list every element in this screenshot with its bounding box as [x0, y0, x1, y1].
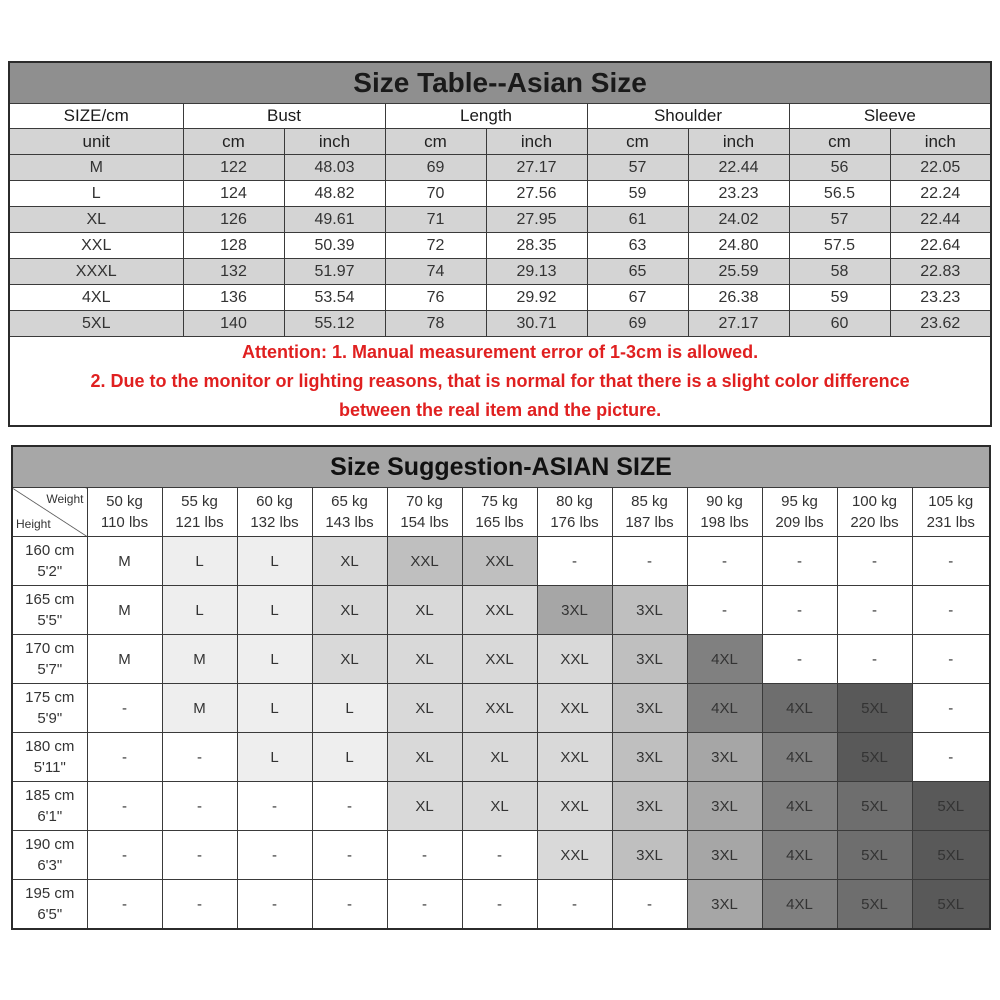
suggested-size-cell: XL — [387, 586, 462, 635]
size-cell: 4XL — [9, 285, 183, 311]
suggested-size-cell: 5XL — [837, 831, 912, 880]
height-ft: 5'5" — [37, 612, 63, 629]
measurement-cell: 122 — [183, 155, 284, 181]
measurement-cell: 57 — [789, 207, 890, 233]
size-table-title: Size Table--Asian Size — [9, 62, 991, 104]
size-row — [9, 311, 991, 337]
measurement-cell: 22.05 — [890, 155, 991, 181]
unit-cell: cm — [587, 129, 688, 155]
height-row — [12, 537, 990, 586]
height-row — [12, 831, 990, 880]
measurement-cell: 76 — [385, 285, 486, 311]
measurement-cell: 57 — [587, 155, 688, 181]
weight-lbs: 231 lbs — [926, 514, 975, 531]
suggested-size-cell: - — [687, 586, 762, 635]
size-table-body — [9, 62, 991, 155]
measurement-cell: 57.5 — [789, 233, 890, 259]
weight-kg: 70 kg — [406, 493, 443, 510]
measurement-cell: 27.17 — [486, 155, 587, 181]
weight-kg: 105 kg — [928, 493, 974, 510]
suggested-size-cell: 3XL — [612, 586, 687, 635]
measurement-cell: 136 — [183, 285, 284, 311]
height-row — [12, 782, 990, 831]
measurement-cell: 128 — [183, 233, 284, 259]
weight-lbs: 110 lbs — [100, 514, 149, 531]
attention-line-3: between the real item and the picture. — [339, 399, 662, 420]
size-cell: 5XL — [9, 311, 183, 337]
measurement-cell: 22.64 — [890, 233, 991, 259]
suggested-size-cell: 4XL — [762, 684, 837, 733]
suggested-size-cell: - — [687, 537, 762, 586]
measurement-cell: 22.44 — [688, 155, 789, 181]
weight-kg: 75 kg — [481, 493, 518, 510]
measurement-cell: 55.12 — [284, 311, 385, 337]
shoulder-column-header: Shoulder — [587, 104, 789, 129]
measurement-cell: 140 — [183, 311, 284, 337]
height-ft: 6'3" — [37, 857, 63, 874]
suggested-size-cell: - — [387, 831, 462, 880]
suggested-size-cell: 5XL — [837, 684, 912, 733]
suggested-size-cell: - — [387, 880, 462, 930]
height-header-cell — [12, 684, 87, 733]
suggested-size-cell: 3XL — [687, 880, 762, 930]
suggested-size-cell: - — [612, 537, 687, 586]
weight-kg: 60 kg — [256, 493, 293, 510]
suggested-size-cell: XL — [387, 733, 462, 782]
suggested-size-cell: XL — [387, 635, 462, 684]
measurement-cell: 63 — [587, 233, 688, 259]
measurement-cell: 69 — [385, 155, 486, 181]
suggested-size-cell: - — [312, 831, 387, 880]
measurement-cell: 22.83 — [890, 259, 991, 285]
suggestion-rows — [12, 537, 990, 930]
height-cm: 175 cm — [25, 689, 75, 706]
suggested-size-cell: 5XL — [837, 733, 912, 782]
suggested-size-cell: 5XL — [912, 831, 990, 880]
suggested-size-cell: 3XL — [612, 733, 687, 782]
weight-height-corner — [12, 488, 87, 537]
suggested-size-cell: 4XL — [687, 635, 762, 684]
size-row — [9, 285, 991, 311]
suggested-size-cell: - — [912, 733, 990, 782]
suggested-size-cell: - — [537, 880, 612, 930]
weight-kg: 55 kg — [181, 493, 218, 510]
suggested-size-cell: XXL — [462, 635, 537, 684]
measurement-cell: 25.59 — [688, 259, 789, 285]
suggested-size-cell: L — [312, 733, 387, 782]
suggested-size-cell: XXL — [537, 635, 612, 684]
measurement-cell: 27.17 — [688, 311, 789, 337]
suggested-size-cell: XL — [462, 782, 537, 831]
measurement-cell: 67 — [587, 285, 688, 311]
suggested-size-cell: - — [237, 782, 312, 831]
measurement-cell: 51.97 — [284, 259, 385, 285]
height-row — [12, 586, 990, 635]
size-row — [9, 181, 991, 207]
size-column-header: SIZE/cm — [9, 104, 183, 129]
measurement-cell: 70 — [385, 181, 486, 207]
suggested-size-cell: L — [237, 586, 312, 635]
size-table — [8, 61, 992, 427]
height-header-cell — [12, 831, 87, 880]
size-cell: L — [9, 181, 183, 207]
weight-lbs: 220 lbs — [850, 514, 899, 531]
measurement-cell: 26.38 — [688, 285, 789, 311]
suggested-size-cell: M — [87, 537, 162, 586]
suggested-size-cell: 3XL — [612, 635, 687, 684]
suggested-size-cell: - — [312, 880, 387, 930]
measurement-cell: 59 — [587, 181, 688, 207]
suggested-size-cell: - — [237, 831, 312, 880]
weight-lbs: 187 lbs — [625, 514, 674, 531]
suggested-size-cell: L — [237, 733, 312, 782]
attention-line-2: 2. Due to the monitor or lighting reasons, that is normal for that there is a slight color difference — [90, 370, 910, 391]
attention-note — [9, 337, 991, 427]
measurement-cell: 24.02 — [688, 207, 789, 233]
height-cm: 185 cm — [25, 787, 75, 804]
unit-cell: inch — [284, 129, 385, 155]
measurement-cell: 28.35 — [486, 233, 587, 259]
unit-cell: cm — [385, 129, 486, 155]
weight-lbs: 165 lbs — [475, 514, 524, 531]
suggested-size-cell: - — [162, 782, 237, 831]
measurement-cell: 48.03 — [284, 155, 385, 181]
suggested-size-cell: XL — [312, 537, 387, 586]
weight-kg: 100 kg — [851, 493, 898, 510]
weight-header-cell — [87, 488, 162, 537]
measurement-cell: 48.82 — [284, 181, 385, 207]
suggested-size-cell: - — [762, 586, 837, 635]
weight-header-cell — [537, 488, 612, 537]
weight-header-cell — [612, 488, 687, 537]
suggested-size-cell: XL — [312, 586, 387, 635]
suggested-size-cell: - — [762, 635, 837, 684]
suggested-size-cell: XL — [387, 782, 462, 831]
weight-lbs: 154 lbs — [400, 514, 449, 531]
height-cm: 160 cm — [25, 542, 75, 559]
weight-header-cell — [762, 488, 837, 537]
weight-kg: 80 kg — [556, 493, 593, 510]
suggested-size-cell: XXL — [387, 537, 462, 586]
suggested-size-cell: - — [837, 537, 912, 586]
unit-cell: cm — [183, 129, 284, 155]
suggested-size-cell: L — [312, 684, 387, 733]
size-suggestion-title: Size Suggestion-ASIAN SIZE — [12, 446, 990, 488]
suggested-size-cell: 4XL — [762, 782, 837, 831]
suggested-size-cell: - — [537, 537, 612, 586]
measurement-cell: 61 — [587, 207, 688, 233]
suggested-size-cell: - — [162, 880, 237, 930]
suggested-size-cell: XXL — [537, 733, 612, 782]
measurement-cell: 50.39 — [284, 233, 385, 259]
suggested-size-cell: 3XL — [537, 586, 612, 635]
height-row — [12, 684, 990, 733]
attention-section — [9, 337, 991, 427]
height-row — [12, 733, 990, 782]
height-ft: 5'11" — [33, 759, 66, 776]
suggested-size-cell: 4XL — [762, 831, 837, 880]
suggested-size-cell: 5XL — [912, 880, 990, 930]
sleeve-column-header: Sleeve — [789, 104, 991, 129]
height-header-cell — [12, 733, 87, 782]
suggested-size-cell: - — [87, 733, 162, 782]
weight-lbs: 143 lbs — [325, 514, 374, 531]
suggested-size-cell: 5XL — [912, 782, 990, 831]
measurement-cell: 22.44 — [890, 207, 991, 233]
suggested-size-cell: - — [912, 684, 990, 733]
weight-lbs: 198 lbs — [700, 514, 749, 531]
height-header-cell — [12, 586, 87, 635]
measurement-cell: 27.56 — [486, 181, 587, 207]
suggested-size-cell: M — [162, 635, 237, 684]
suggested-size-cell: - — [87, 782, 162, 831]
unit-cell: inch — [688, 129, 789, 155]
suggested-size-cell: - — [312, 782, 387, 831]
height-axis-label: Height — [16, 517, 51, 531]
suggested-size-cell: L — [237, 635, 312, 684]
length-column-header: Length — [385, 104, 587, 129]
suggested-size-cell: M — [87, 635, 162, 684]
unit-cell: cm — [789, 129, 890, 155]
suggested-size-cell: - — [762, 537, 837, 586]
height-ft: 5'7" — [37, 661, 63, 678]
weight-kg: 95 kg — [781, 493, 818, 510]
measurement-cell: 74 — [385, 259, 486, 285]
suggested-size-cell: - — [462, 831, 537, 880]
height-ft: 6'1" — [37, 808, 63, 825]
weight-kg: 65 kg — [331, 493, 368, 510]
measurement-cell: 53.54 — [284, 285, 385, 311]
measurement-cell: 69 — [587, 311, 688, 337]
size-row — [9, 233, 991, 259]
size-cell: XXL — [9, 233, 183, 259]
measurement-cell: 30.71 — [486, 311, 587, 337]
suggested-size-cell: XL — [387, 684, 462, 733]
suggested-size-cell: 3XL — [687, 782, 762, 831]
height-ft: 5'2" — [37, 563, 63, 580]
height-ft: 6'5" — [37, 906, 63, 923]
suggested-size-cell: - — [237, 880, 312, 930]
measurement-cell: 71 — [385, 207, 486, 233]
size-cell: XXXL — [9, 259, 183, 285]
suggested-size-cell: - — [87, 831, 162, 880]
suggested-size-cell: - — [837, 635, 912, 684]
suggested-size-cell: 4XL — [762, 880, 837, 930]
measurement-cell: 78 — [385, 311, 486, 337]
height-cm: 165 cm — [25, 591, 75, 608]
weight-header-cell — [387, 488, 462, 537]
size-row — [9, 259, 991, 285]
measurement-cell: 56 — [789, 155, 890, 181]
suggested-size-cell: - — [837, 586, 912, 635]
suggested-size-cell: M — [162, 684, 237, 733]
height-header-cell — [12, 782, 87, 831]
measurement-cell: 49.61 — [284, 207, 385, 233]
measurement-cell: 22.24 — [890, 181, 991, 207]
weight-header-cell — [912, 488, 990, 537]
suggested-size-cell: XXL — [537, 684, 612, 733]
weight-lbs: 132 lbs — [250, 514, 299, 531]
suggested-size-cell: XXL — [462, 586, 537, 635]
suggested-size-cell: - — [462, 880, 537, 930]
height-cm: 180 cm — [25, 738, 75, 755]
suggested-size-cell: XXL — [462, 537, 537, 586]
attention-line-1: Attention: 1. Manual measurement error of 1-3cm is allowed. — [241, 341, 759, 362]
bust-column-header: Bust — [183, 104, 385, 129]
size-rows — [9, 155, 991, 337]
suggested-size-cell: 3XL — [612, 684, 687, 733]
weight-kg: 85 kg — [631, 493, 668, 510]
suggested-size-cell: XL — [462, 733, 537, 782]
size-cell: XL — [9, 207, 183, 233]
height-cm: 195 cm — [25, 885, 75, 902]
measurement-cell: 126 — [183, 207, 284, 233]
measurement-cell: 23.23 — [688, 181, 789, 207]
suggested-size-cell: 5XL — [837, 880, 912, 930]
height-header-cell — [12, 880, 87, 930]
measurement-cell: 29.92 — [486, 285, 587, 311]
suggested-size-cell: XXL — [537, 831, 612, 880]
size-suggestion-table — [11, 445, 991, 930]
weight-header-cell — [237, 488, 312, 537]
weight-lbs: 176 lbs — [550, 514, 599, 531]
weight-header-row — [12, 488, 990, 537]
suggested-size-cell: - — [87, 684, 162, 733]
height-header-cell — [12, 635, 87, 684]
measurement-cell: 72 — [385, 233, 486, 259]
suggested-size-cell: XXL — [537, 782, 612, 831]
suggested-size-cell: 5XL — [837, 782, 912, 831]
unit-label: unit — [9, 129, 183, 155]
suggested-size-cell: - — [912, 537, 990, 586]
measurement-cell: 65 — [587, 259, 688, 285]
suggested-size-cell: 3XL — [612, 831, 687, 880]
size-row — [9, 207, 991, 233]
size-row — [9, 155, 991, 181]
suggested-size-cell: 3XL — [612, 782, 687, 831]
weight-header-cell — [462, 488, 537, 537]
suggested-size-cell: M — [87, 586, 162, 635]
size-table-header-row — [9, 104, 991, 129]
height-row — [12, 880, 990, 930]
unit-cell: inch — [486, 129, 587, 155]
suggested-size-cell: - — [612, 880, 687, 930]
measurement-cell: 56.5 — [789, 181, 890, 207]
weight-header-cell — [687, 488, 762, 537]
suggested-size-cell: 4XL — [762, 733, 837, 782]
measurement-cell: 29.13 — [486, 259, 587, 285]
unit-row — [9, 129, 991, 155]
weight-lbs: 209 lbs — [775, 514, 824, 531]
weight-header-cell — [312, 488, 387, 537]
height-cm: 190 cm — [25, 836, 75, 853]
suggested-size-cell: L — [162, 537, 237, 586]
suggested-size-cell: L — [237, 684, 312, 733]
measurement-cell: 132 — [183, 259, 284, 285]
weight-axis-label: Weight — [46, 492, 84, 506]
measurement-cell: 59 — [789, 285, 890, 311]
measurement-cell: 23.62 — [890, 311, 991, 337]
height-row — [12, 635, 990, 684]
measurement-cell: 60 — [789, 311, 890, 337]
height-ft: 5'9" — [37, 710, 63, 727]
measurement-cell: 23.23 — [890, 285, 991, 311]
suggested-size-cell: - — [87, 880, 162, 930]
suggested-size-cell: XL — [312, 635, 387, 684]
measurement-cell: 24.80 — [688, 233, 789, 259]
height-cm: 170 cm — [25, 640, 75, 657]
suggested-size-cell: L — [237, 537, 312, 586]
suggested-size-cell: XXL — [462, 684, 537, 733]
unit-cell: inch — [890, 129, 991, 155]
size-cell: M — [9, 155, 183, 181]
weight-lbs: 121 lbs — [175, 514, 224, 531]
suggested-size-cell: - — [912, 635, 990, 684]
height-header-cell — [12, 537, 87, 586]
weight-kg: 50 kg — [106, 493, 143, 510]
weight-header-cell — [162, 488, 237, 537]
weight-kg: 90 kg — [706, 493, 743, 510]
suggested-size-cell: - — [162, 733, 237, 782]
measurement-cell: 58 — [789, 259, 890, 285]
measurement-cell: 124 — [183, 181, 284, 207]
suggested-size-cell: 4XL — [687, 684, 762, 733]
suggested-size-cell: 3XL — [687, 831, 762, 880]
suggested-size-cell: - — [912, 586, 990, 635]
weight-header-cell — [837, 488, 912, 537]
suggested-size-cell: - — [162, 831, 237, 880]
suggested-size-cell: L — [162, 586, 237, 635]
measurement-cell: 27.95 — [486, 207, 587, 233]
suggested-size-cell: 3XL — [687, 733, 762, 782]
